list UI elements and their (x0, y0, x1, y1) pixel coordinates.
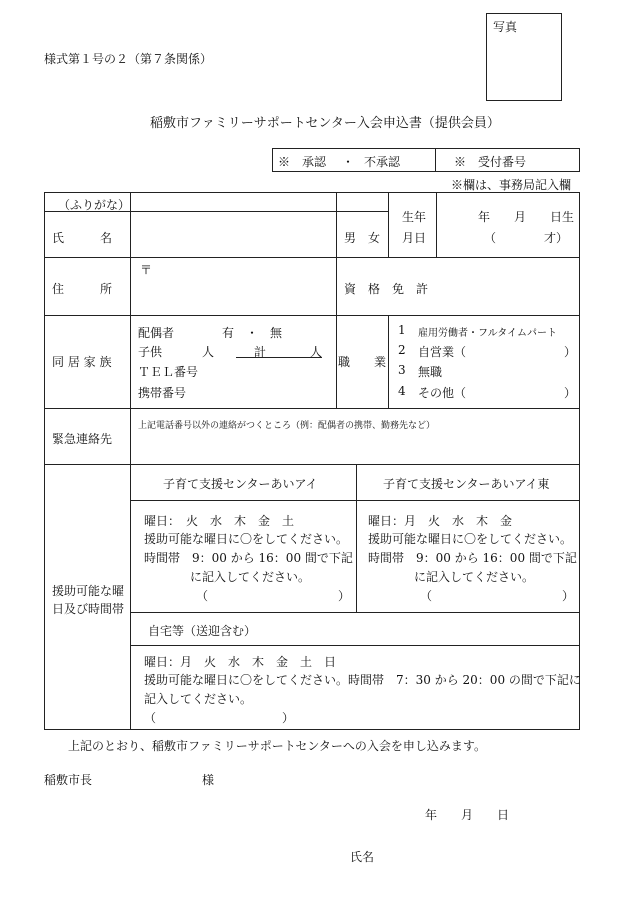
gender-male[interactable]: 男 (344, 231, 357, 245)
center-b-days[interactable]: 曜日：月 火 水 木 金 (368, 514, 513, 528)
center-a-paren-close: ） (338, 589, 351, 603)
tel-label: ＴＥＬ番号 (138, 365, 199, 379)
office-note: ※欄は、事務局記入欄 (451, 178, 572, 192)
center-a-hours-1: 時間帯 9：00 から 16：00 間で下記 (144, 551, 353, 565)
children-label: 子供 (138, 345, 163, 359)
center-b-hours-2: に記入してください。 (414, 570, 535, 584)
occ-4-no: 4 (398, 384, 406, 398)
receipt-number-label: ※ 受付番号 (454, 155, 527, 169)
age-format: （ 才） (484, 231, 569, 245)
spouse-label: 配偶者 (138, 326, 175, 340)
date-field[interactable]: 年 月 日 (425, 808, 510, 822)
center-b-paren-close: ） (562, 589, 575, 603)
occ-4[interactable]: その他（ (418, 386, 467, 400)
page-title: 稲敷市ファミリーサポートセンター入会申込書（提供会員） (150, 116, 500, 131)
license-label: 資 格 免 許 (344, 282, 429, 296)
center-a-paren-open: （ (196, 589, 209, 603)
center-a-name: 子育て支援センターあいアイ (163, 477, 318, 491)
mayor-label: 稲敷市長 (44, 773, 93, 787)
form-number: 様式第１号の２（第７条関係） (44, 52, 213, 66)
signature-label: 氏名 (350, 850, 375, 864)
birth-label-line1: 生年 (402, 210, 427, 224)
children-total (236, 343, 322, 358)
center-b-circle-note: 援助可能な曜日に〇をしてください。 (368, 532, 573, 546)
center-b-paren-open: （ (420, 589, 433, 603)
occ-2-no: 2 (398, 343, 406, 357)
emergency-label: 緊急連絡先 (52, 432, 113, 446)
photo-box (486, 13, 562, 101)
children-total-unit: 人 (310, 345, 323, 359)
home-line-2: 記入してください。 (144, 692, 253, 706)
name-label: 氏 名 (52, 231, 113, 245)
honorific: 様 (202, 773, 215, 787)
home-line-1: 援助可能な曜日に〇をしてください。時間帯 7：30 から 20：00 の間で下記に (144, 673, 581, 687)
occ-1[interactable]: 雇用労働者・フルタイムパート (418, 328, 557, 339)
mobile-label: 携帯番号 (138, 386, 187, 400)
declaration: 上記のとおり、稲敷市ファミリーサポートセンターへの入会を申し込みます。 (68, 739, 486, 753)
occ-2[interactable]: 自営業（ (418, 345, 467, 359)
children-total-label: 計 (254, 345, 267, 359)
household-label: 同 居 家 族 (52, 355, 112, 369)
availability-label-2: 日及び時間帯 (52, 602, 125, 616)
address-label: 住 所 (52, 282, 113, 296)
emergency-note: 上記電話番号以外の連絡がつくところ（例：配偶者の携帯、勤務先など） (138, 421, 436, 431)
availability-label-1: 援助可能な曜 (52, 584, 125, 598)
occ-2-close: ） (564, 345, 577, 359)
postal-mark: 〒 (140, 263, 153, 277)
furigana-label: （ふりがな） (58, 198, 131, 212)
occ-3[interactable]: 無職 (418, 365, 443, 379)
center-a-days[interactable]: 曜日： 火 水 木 金 土 (144, 514, 295, 528)
occ-1-no: 1 (398, 323, 406, 337)
birth-date-format: 年 月 日生 (478, 210, 575, 224)
application-table (44, 192, 580, 730)
center-b-hours-1: 時間帯 9：00 から 16：00 間で下記 (368, 551, 577, 565)
disapprove-label: 不承認 (364, 155, 401, 169)
spouse-options[interactable]: 有 ・ 無 (222, 326, 283, 340)
center-b-name: 子育て支援センターあいアイ東 (383, 477, 550, 491)
home-days[interactable]: 曜日：月 火 水 木 金 土 日 (144, 655, 337, 669)
home-paren-close: ） (282, 711, 295, 725)
approve-dot: ・ (342, 155, 355, 169)
center-a-circle-note: 援助可能な曜日に〇をしてください。 (144, 532, 349, 546)
photo-label: 写真 (493, 20, 518, 34)
occ-3-no: 3 (398, 363, 406, 377)
center-a-hours-2: に記入してください。 (190, 570, 311, 584)
home-paren-open: （ (144, 711, 157, 725)
gender-female[interactable]: 女 (368, 231, 381, 245)
home-label: 自宅等（送迎含む） (148, 624, 257, 638)
approve-label: ※ 承認 (278, 155, 327, 169)
birth-label-line2: 月日 (402, 231, 427, 245)
children-count-unit: 人 (202, 345, 215, 359)
occupation-label: 職 業 (338, 355, 387, 369)
occ-4-close: ） (564, 386, 577, 400)
